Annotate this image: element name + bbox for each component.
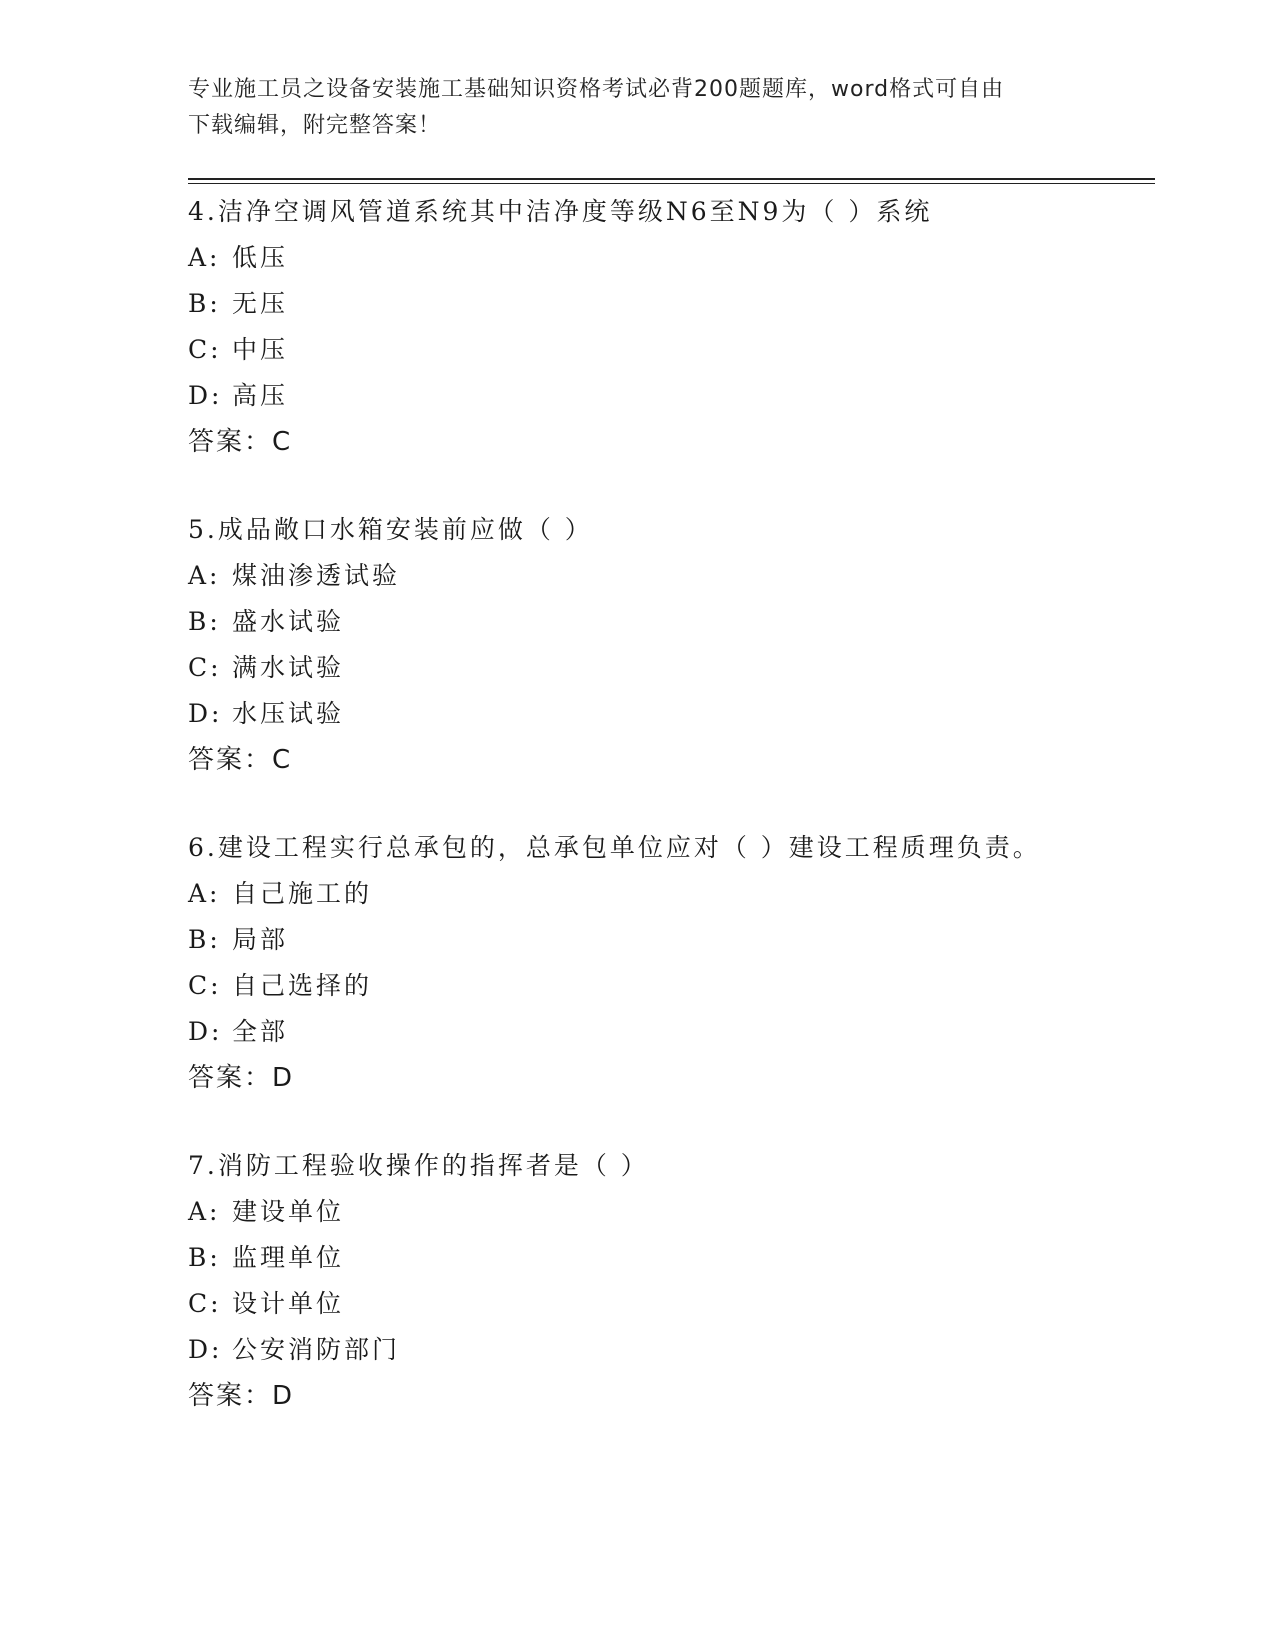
question-block [188,1143,1148,1419]
header-line-2: 下载编辑，附完整答案！ [188,113,442,138]
option-letter: C: [188,653,222,682]
option-c [188,1281,1148,1327]
option-letter: D: [188,699,223,728]
option-text: 满水试验 [232,653,345,682]
option-letter: A: [188,243,221,272]
option-d [188,1327,1148,1373]
answer-line: 答案：D [188,1063,295,1093]
option-a [188,235,1148,281]
option-c [188,963,1148,1009]
option-letter: A: [188,561,221,590]
question-block [188,825,1148,1101]
option-letter: B: [188,607,221,636]
header-line-1: 专业施工员之设备安装施工基础知识资格考试必背200题题库，word格式可自由 [188,77,1005,102]
option-letter: B: [188,925,221,954]
answer-line: 答案：D [188,1381,295,1411]
option-text: 低压 [232,243,289,272]
header-divider [188,178,1155,182]
option-letter: B: [188,1243,221,1272]
option-b [188,599,1148,645]
option-text: 监理单位 [232,1243,345,1272]
option-a [188,871,1148,917]
option-letter: C: [188,971,222,1000]
option-letter: D: [188,381,223,410]
option-letter: C: [188,1289,222,1318]
option-text: 自己选择的 [232,971,373,1000]
option-letter: B: [188,289,221,318]
option-text: 煤油渗透试验 [232,561,401,590]
option-letter: D: [188,1335,223,1364]
option-b [188,1235,1148,1281]
answer-line: 答案：C [188,745,293,775]
question-title: 6.建设工程实行总承包的，总承包单位应对（ ）建设工程质理负责。 [188,833,1041,862]
option-text: 盛水试验 [232,607,345,636]
question-title: 7.消防工程验收操作的指挥者是（ ） [188,1151,649,1180]
option-text: 全部 [232,1017,289,1046]
option-a [188,1189,1148,1235]
header-divider-thin [188,183,1155,184]
option-text: 公安消防部门 [232,1335,401,1364]
option-c [188,645,1148,691]
option-d [188,691,1148,737]
option-b [188,281,1148,327]
document-header [188,72,1068,144]
option-text: 设计单位 [232,1289,345,1318]
option-text: 自己施工的 [232,879,373,908]
option-a [188,553,1148,599]
option-c [188,327,1148,373]
option-text: 建设单位 [232,1197,345,1226]
option-d [188,1009,1148,1055]
option-letter: C: [188,335,222,364]
option-b [188,917,1148,963]
question-title: 4.洁净空调风管道系统其中洁净度等级N6至N9为（ ）系统 [188,197,933,226]
option-text: 无压 [232,289,289,318]
option-text: 高压 [232,381,289,410]
option-letter: A: [188,1197,221,1226]
option-text: 局部 [232,925,289,954]
question-title: 5.成品敞口水箱安装前应做（ ） [188,515,593,544]
question-block [188,189,1148,465]
question-block [188,507,1148,783]
answer-line: 答案：C [188,427,293,457]
option-text: 中压 [232,335,289,364]
option-d [188,373,1148,419]
option-letter: A: [188,879,221,908]
option-letter: D: [188,1017,223,1046]
option-text: 水压试验 [232,699,345,728]
